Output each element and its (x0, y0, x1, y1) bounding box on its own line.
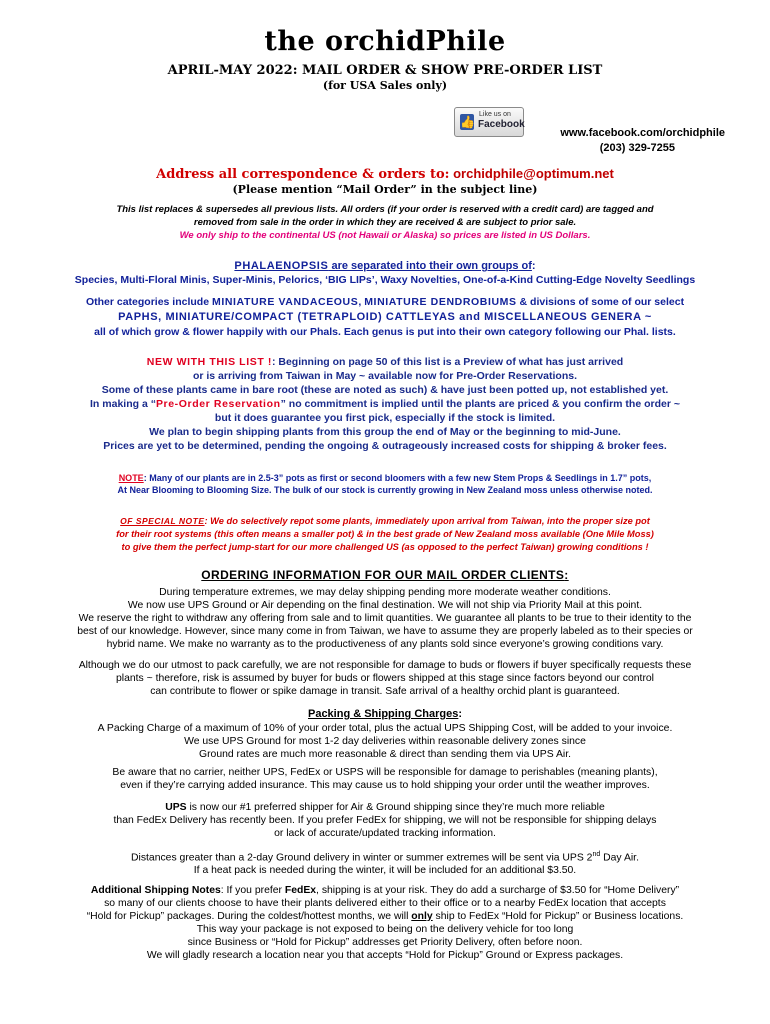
additional-line-5: since Business or “Hold for Pickup” addresses get Priority Delivery, often before noon. (187, 937, 583, 948)
new-list-line-3: Some of these plants came in bare root (these are noted as such) & have just been potted up, not established yet. (101, 384, 669, 396)
new-list-line-2: or is arriving from Taiwan in May ~ available now for Pre-Order Reservations. (192, 370, 578, 382)
packing-heading-text: Packing & Shipping Charges (307, 708, 459, 720)
note-line-2: At Near Blooming to Blooming Size. The bulk of our stock is currently growing in New Zealand moss unless otherwise noted. (117, 485, 653, 495)
additional-label: Additional Shipping Notes (90, 885, 221, 896)
packing-paragraph-1 (0, 722, 770, 761)
new-list-text-4c: ” no commitment is implied until the plants are priced & you confirm the order ~ (280, 398, 680, 410)
misc-genera: MISCELLANEOUS GENERA (484, 311, 642, 323)
ordering-p1-line: During temperature extremes, we may delay shipping pending more moderate weather conditions. (159, 587, 611, 598)
other-categories (0, 295, 770, 309)
packing-p2-line: even if they’re carrying added insurance. This may cause us to hold shipping your order until the weather improves. (120, 780, 650, 791)
phal-heading (0, 259, 770, 273)
facebook-badge-line2: Facebook (478, 119, 525, 130)
distance-sup: nd (592, 851, 601, 858)
paphs-cattleyas: PAPHS, MINIATURE/COMPACT (TETRAPLOID) CATTLEYAS (118, 311, 456, 323)
only-emphasis: only (411, 911, 433, 922)
mention-note: (Please mention “Mail Order” in the subject line) (232, 183, 538, 196)
ordering-p2-line: plants ~ therefore, risk is assumed by buyer for buds or flowers shipped at this stage since factors beyond our control (116, 673, 654, 684)
ordering-heading-colon: : (564, 568, 569, 582)
ordering-p1-line: best of our knowledge. However, since many come in from Taiwan, we have to assume they are properly labeled as to their species or (77, 626, 693, 637)
special-line-1 (0, 515, 770, 528)
additional-text-1a: : If you prefer (220, 885, 285, 896)
other-categories-comma: , (358, 296, 365, 308)
packing-p3-line: than FedEx Delivery has recently been. If you prefer FedEx for shipping, we will not be responsible for shipping delays (113, 815, 657, 826)
facebook-like-button[interactable] (454, 107, 524, 137)
additional-line-2: so many of our clients choose to have their plants delivered either to their office or to a nearby FedEx location that accepts (104, 898, 666, 909)
replace-line-2: removed from sale in the order in which they are received & are subject to prior sale. (193, 217, 577, 228)
address-label: Address all correspondence & orders to: (156, 167, 450, 182)
facebook-link[interactable]: www.facebook.com/orchidphile (560, 127, 725, 139)
ordering-p2-line: can contribute to flower or spike damage in transit. Safe arrival of a healthy orchid plant is guaranteed. (150, 686, 620, 697)
special-line-3: to give them the perfect jump-start for our more challenged US (as opposed to the perfect Taiwan) growing conditions ! (121, 542, 649, 552)
mini-vandaceous: MINIATURE VANDACEOUS (211, 296, 359, 308)
packing-paragraph-2 (0, 766, 770, 792)
additional-line-1 (0, 884, 770, 897)
address-line (0, 166, 770, 182)
new-list-line-5: but it does guarantee you first pick, especially if the stock is limited. (214, 412, 556, 424)
special-note-label: OF SPECIAL NOTE (120, 516, 205, 526)
ordering-p1-line: We now use UPS Ground or Air depending on the final destination. We will not ship via Priority Mail at this point. (127, 600, 643, 611)
phal-heading-colon: : (531, 260, 536, 272)
note-line-1 (0, 472, 770, 484)
new-list-text-1: : Beginning on page 50 of this list is a Preview of what has just arrived (271, 356, 624, 368)
additional-line-6: We will gladly research a location near you that accepts “Hold for Pickup” Ground or Express packages. (146, 950, 624, 961)
email-link[interactable]: orchidphile@optimum.net (453, 166, 614, 181)
note-label: NOTE (118, 473, 144, 483)
ordering-p1-line: hybrid name. We make no warranty as to the productiveness of any plants sold since everyone’s growing conditions vary. (106, 639, 664, 650)
additional-text-3b: ship to FedEx “Hold for Pickup” or Business locations. (432, 911, 684, 922)
packing-paragraph-3 (0, 801, 770, 840)
fedex-bold: FedEx (284, 885, 317, 896)
note-text-1: : Many of our plants are in 2.5-3” pots as first or second bloomers with a few new Stem Props & Seedlings in 1.7” pots, (143, 473, 652, 483)
heat-pack-line: If a heat pack is needed during the winter, it will be included for an additional $3.50. (193, 865, 577, 877)
replace-line-1: This list replaces & supersedes all previous lists. All orders (if your order is reserved with a credit card) are tagged and (116, 204, 654, 215)
page-title: the orchidPhile (264, 26, 506, 57)
thumbs-up-icon: 👍 (460, 115, 475, 129)
packing-p1-line: A Packing Charge of a maximum of 10% of your order total, plus the actual UPS Shipping Cost, will be added to your invoice. (97, 723, 673, 734)
packing-heading-colon: : (458, 708, 463, 720)
other-categories-rest: & divisions of some of our select (516, 296, 685, 308)
ups-rest: is now our #1 preferred shipper for Air & Ground shipping since they’re much more reliable (186, 802, 605, 813)
grow-line: all of which grow & flower happily with our Phals. Each genus is put into their own category following our Phal. lists. (94, 326, 676, 338)
distance-line (0, 848, 770, 864)
usa-sales-note: (for USA Sales only) (322, 79, 448, 92)
other-categories-intro: Other categories include (85, 296, 212, 308)
paphs-and: and (455, 311, 485, 323)
special-text-1: : We do selectively repot some plants, immediately upon arrival from Taiwan, into the proper size pot (204, 516, 650, 526)
new-list-block (0, 355, 770, 453)
list-subtitle: APRIL-MAY 2022: MAIL ORDER & SHOW PRE-ORDER LIST (167, 63, 603, 78)
ordering-p2-line: Although we do our utmost to pack carefully, we are not responsible for damage to buds or flowers if buyer specifically requests these (78, 660, 692, 671)
phal-heading-text: are separated into their own groups of (328, 260, 532, 272)
paphs-line (0, 310, 770, 324)
packing-p1-line: Ground rates are much more reasonable & direct than sending them via UPS Air. (199, 749, 571, 760)
ordering-p1-line: We reserve the right to withdraw any offering from sale and to limit quantities. We guarantee all plants to be true to their identity to the (78, 613, 692, 624)
ordering-paragraph-2 (0, 659, 770, 698)
packing-paragraph-4 (0, 848, 770, 877)
special-note-block (0, 515, 770, 554)
ordering-heading (0, 568, 770, 582)
ship-only-note: We only ship to the continental US (not Hawaii or Alaska) so prices are listed in US Dollars. (179, 230, 591, 241)
phal-keyword: PHALAENOPSIS (234, 260, 329, 272)
new-list-line-6: We plan to begin shipping plants from this group the end of May or the beginning to mid-June. (149, 426, 621, 438)
packing-p1-line: We use UPS Ground for most 1-2 day deliveries within reasonable delivery zones since (184, 736, 586, 747)
packing-p2-line: Be aware that no carrier, neither UPS, FedEx or USPS will be responsible for damage to perishables (meaning plants), (112, 767, 658, 778)
new-list-line-1 (0, 355, 770, 369)
new-list-line-4 (0, 397, 770, 411)
note-block (0, 472, 770, 496)
intro-block (0, 203, 770, 242)
packing-heading (0, 708, 770, 720)
ups-line (0, 801, 770, 814)
additional-notes-block (0, 884, 770, 962)
paphs-tilde: ~ (641, 311, 652, 323)
ups-bold: UPS (165, 802, 187, 813)
ordering-heading-text: ORDERING INFORMATION FOR OUR MAIL ORDER CLIENTS (201, 568, 565, 582)
phone-number: (203) 329-7255 (599, 142, 675, 154)
additional-text-1b: , shipping is at your risk. They do add a surcharge of $3.50 for “Home Delivery” (316, 885, 680, 896)
packing-p3-line: or lack of accurate/updated tracking information. (274, 828, 496, 839)
additional-text-3a: “Hold for Pickup” packages. During the coldest/hottest months, we will (86, 911, 412, 922)
special-line-2: for their root systems (this often means a smaller pot) & in the best grade of New Zealand moss available (One Mile Moss) (116, 529, 654, 539)
facebook-badge-line1: Like us on (479, 111, 511, 118)
mini-dendrobiums: MINIATURE DENDROBIUMS (364, 296, 517, 308)
new-list-line-7: Prices are yet to be determined, pending the ongoing & outrageously increased costs for shipping & broker fees. (103, 440, 667, 452)
ordering-paragraph-1 (0, 586, 770, 651)
new-list-text-4a: In making a “ (90, 398, 156, 410)
phal-groups: Species, Multi-Floral Minis, Super-Minis, Pelorics, ‘BIG LIPs’, Waxy Novelties, One-of-a-Kind Cutting-Edge Novelty Seedlings (74, 274, 696, 286)
distance-text: Distances greater than a 2-day Ground delivery in winter or summer extremes will be sent via UPS 2 (131, 852, 593, 864)
additional-line-3 (0, 910, 770, 923)
distance-end: Day Air. (600, 852, 639, 864)
additional-line-4: This way your package is not exposed to being on the delivery vehicle for too long (196, 924, 574, 935)
new-list-label: NEW WITH THIS LIST ! (146, 356, 272, 368)
pre-order-reservation: Pre-Order Reservation (155, 398, 281, 410)
